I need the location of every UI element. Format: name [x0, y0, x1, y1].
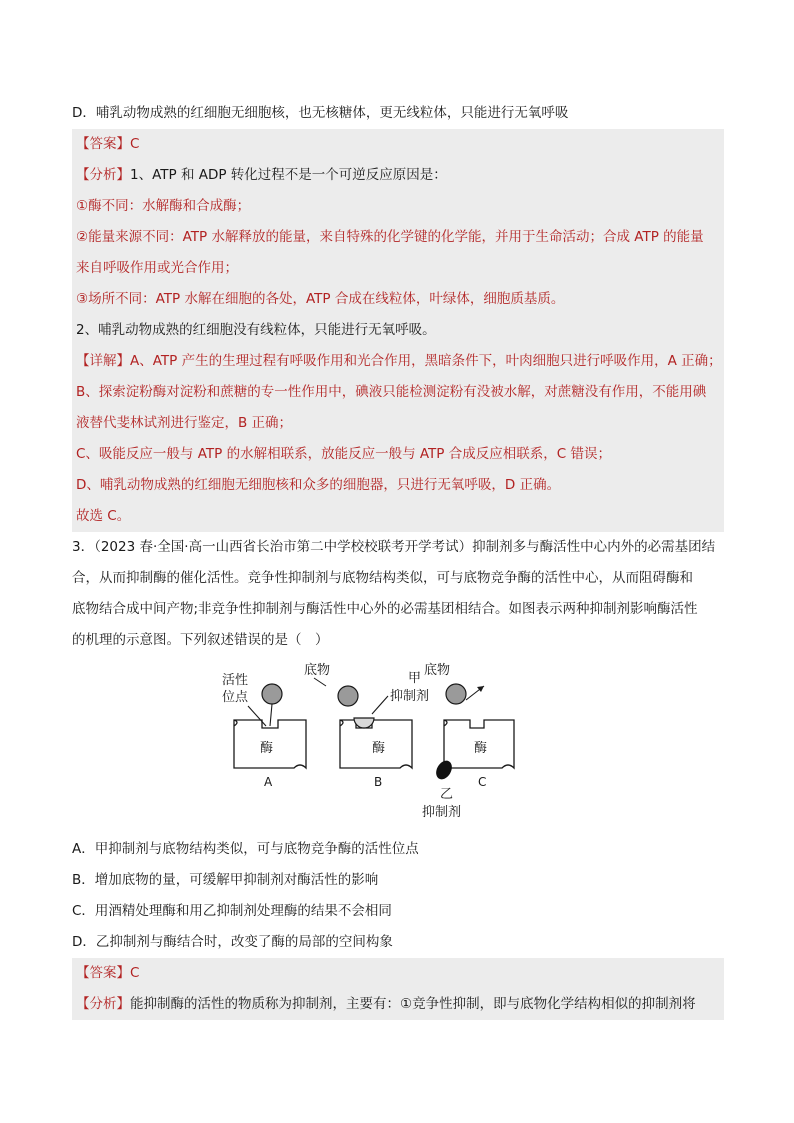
substrate-b: [338, 686, 358, 706]
label-panel-c: C: [478, 775, 487, 789]
analysis-point-1: ①酶不同：水解酶和合成酶；: [76, 198, 251, 214]
answer-tag: 【答案】: [76, 136, 130, 152]
analysis-point-4: 2、哺乳动物成熟的红细胞没有线粒体，只能进行无氧呼吸。: [76, 322, 436, 338]
question3-line4: 的机理的示意图。下列叙述错误的是（ ）: [72, 632, 329, 648]
label-active-site-1: 活性: [222, 673, 249, 688]
label-inhibitor-a-2: 抑制剂: [390, 689, 430, 704]
conclusion: 故选 C。: [76, 508, 131, 524]
analysis-line-1: [76, 160, 724, 191]
answer-line-2: [76, 958, 724, 989]
label-substrate-right: 底物: [424, 663, 451, 678]
label-inhibitor-b-2: 抑制剂: [422, 805, 462, 820]
inhibitor-b-shape: [433, 758, 455, 782]
analysis-tag-2: 【分析】: [76, 996, 130, 1012]
question3-line1: 3．（2023 春·全国·高一山西省长治市第二中学校校联考开学考试）抑制剂多与酶活性中心内外的必需基团结: [72, 539, 716, 555]
question3-line2: 合，从而抑制酶的催化活性。竞争性抑制剂与底物结构类似，可与底物竞争酶的活性中心，从而阻碍酶和: [72, 570, 693, 586]
answer-value: C: [130, 136, 140, 152]
label-active-site-2: 位点: [222, 690, 249, 705]
arrow-substrate-a: [270, 704, 272, 726]
detail-d: D、哺乳动物成熟的红细胞无细胞核和众多的细胞器，只进行无氧呼吸，D 正确。: [76, 477, 561, 493]
option-d: D．乙抑制剂与酶结合时，改变了酶的局部的空间构象: [72, 934, 393, 950]
leader-substrate-mid: [314, 678, 326, 686]
label-enzyme-c: 酶: [474, 741, 488, 756]
explanation-block-2: [72, 958, 724, 1020]
enzyme-inhibitor-diagram: [72, 660, 724, 828]
detail-b2: 液替代斐林试剂进行鉴定，B 正确；: [76, 415, 293, 431]
analysis-point-3: ③场所不同：ATP 水解在细胞的各处，ATP 合成在线粒体，叶绿体，细胞质基质。: [76, 291, 565, 307]
label-enzyme-a: 酶: [260, 741, 274, 756]
option-a: A．甲抑制剂与底物结构类似，可与底物竞争酶的活性位点: [72, 841, 419, 857]
analysis-point-2b: 来自呼吸作用或光合作用；: [76, 260, 238, 276]
document-page: [72, 98, 724, 1020]
substrate-a: [262, 684, 282, 704]
label-inhibitor-b-1: 乙: [440, 787, 454, 802]
diagram-svg: [222, 660, 552, 828]
analysis-point-2a: ②能量来源不同：ATP 水解释放的能量，来自特殊的化学键的化学能，并用于生命活动；合成 ATP 的能量: [76, 229, 704, 245]
label-panel-b: B: [374, 775, 383, 789]
label-enzyme-b: 酶: [372, 741, 386, 756]
label-panel-a: A: [264, 775, 273, 789]
arrow-active-site: [248, 706, 266, 726]
answer-tag-2: 【答案】: [76, 965, 130, 981]
detail-tag: 【详解】: [76, 353, 130, 369]
answer-line-1: [76, 129, 724, 160]
option-b: B．增加底物的量，可缓解甲抑制剂对酶活性的影响: [72, 872, 379, 888]
answer-value-2: C: [130, 965, 140, 981]
prev-option-d: D．哺乳动物成熟的红细胞无细胞核，也无核糖体，更无线粒体，只能进行无氧呼吸: [72, 105, 569, 121]
analysis-tag: 【分析】: [76, 167, 130, 183]
inhibitor-a-shape: [354, 718, 374, 728]
option-c: C．用酒精处理酶和用乙抑制剂处理酶的结果不会相同: [72, 903, 392, 919]
label-substrate-mid: 底物: [304, 663, 331, 678]
analysis-intro: 1、ATP 和 ADP 转化过程不是一个可逆反应原因是：: [130, 167, 447, 183]
explanation-block-1: [72, 129, 724, 532]
detail-b1: B、探索淀粉酶对淀粉和蔗糖的专一性作用中，碘液只能检测淀粉有没被水解，对蔗糖没有作用，不能用碘: [76, 384, 707, 400]
arrow-inhibitor-a: [372, 696, 388, 714]
analysis-line-2: [76, 989, 724, 1020]
detail-a: A、ATP 产生的生理过程有呼吸作用和光合作用，黑暗条件下，叶肉细胞只进行呼吸作用，A 正确；: [130, 353, 722, 369]
detail-line-a: [76, 346, 724, 377]
label-inhibitor-a-1: 甲: [408, 671, 422, 686]
question3-line3: 底物结合成中间产物;非竞争性抑制剂与酶活性中心外的必需基团相结合。如图表示两种抑制剂影响酶活性: [72, 601, 698, 617]
detail-c: C、吸能反应一般与 ATP 的水解相联系，放能反应一般与 ATP 合成反应相联系，C 错误；: [76, 446, 611, 462]
substrate-c: [446, 684, 466, 704]
analysis-text-2: 能抑制酶的活性的物质称为抑制剂，主要有：①竞争性抑制，即与底物化学结构相似的抑制剂将: [130, 996, 696, 1012]
